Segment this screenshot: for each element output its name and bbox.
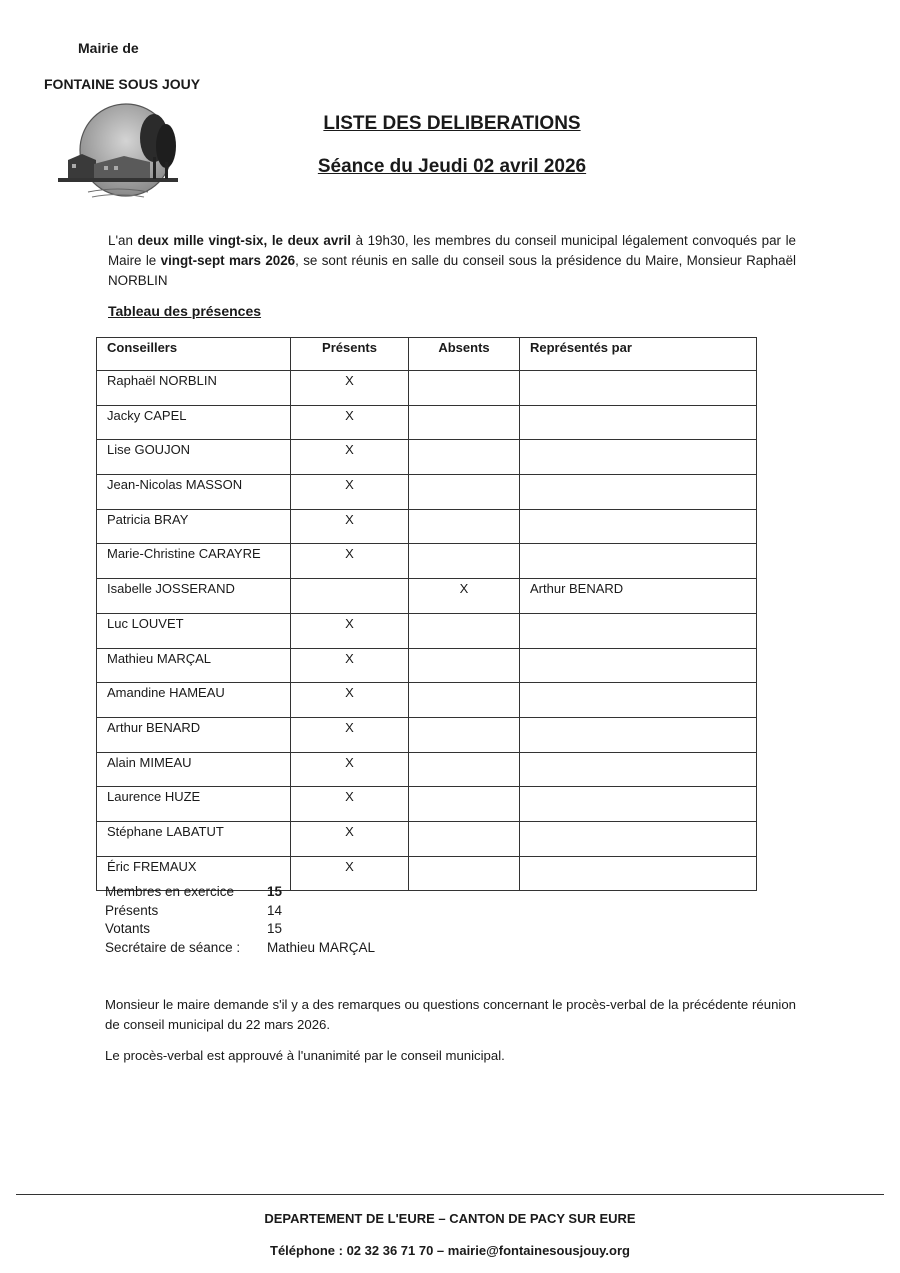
councillor-name-cell: Éric FREMAUX [97,856,291,891]
secretary-label: Secrétaire de séance : [105,939,241,955]
table-row [97,475,757,510]
present-cell: X [291,752,409,787]
councillor-name-cell: Marie-Christine CARAYRE [97,544,291,579]
represented-by-cell [520,440,757,475]
present-cell: X [291,821,409,856]
commune-logo-icon [54,102,182,202]
header-present: Présents [291,338,409,371]
table-row [97,821,757,856]
absent-cell [409,821,520,856]
present-cell: X [291,787,409,822]
absent-cell [409,371,520,406]
intro-text-2: à 19h30, les membres du conseil municipal légalement convoqués par le Maire le [108,233,797,268]
table-row [97,371,757,406]
represented-by-cell [520,405,757,440]
attendance-summary [105,883,375,957]
represented-by-cell [520,544,757,579]
header-absent: Absents [409,338,520,371]
present-cell: X [291,475,409,510]
absent-cell [409,648,520,683]
table-row [97,717,757,752]
session-date-title: Séance du Jeudi 02 avril 2026 [317,156,587,177]
mairie-label: Mairie de [78,40,139,56]
absent-cell [409,509,520,544]
voters-value: 15 [267,921,283,936]
present-cell: X [291,509,409,544]
represented-by-cell [520,787,757,822]
absent-cell [409,544,520,579]
table-row [97,683,757,718]
councillor-name-cell: Lise GOUJON [97,440,291,475]
councillor-name-cell: Alain MIMEAU [97,752,291,787]
present-label: Présents [105,902,159,918]
absent-cell [409,717,520,752]
represented-by-cell [520,821,757,856]
commune-logo [54,102,182,202]
present-cell: X [291,648,409,683]
footer-divider [16,1194,884,1195]
represented-by-cell [520,613,757,648]
present-cell: X [291,440,409,475]
councillor-name-cell: Jacky CAPEL [97,405,291,440]
councillor-name-cell: Luc LOUVET [97,613,291,648]
table-row [97,613,757,648]
present-cell [291,579,409,614]
present-cell: X [291,405,409,440]
minutes-approval-paragraph: Le procès-verbal est approuvé à l'unanimité par le conseil municipal. [105,1048,505,1063]
present-cell: X [291,717,409,752]
absent-cell [409,787,520,822]
present-cell: X [291,613,409,648]
table-row [97,579,757,614]
councillor-name-cell: Arthur BENARD [97,717,291,752]
present-cell: X [291,683,409,718]
absent-cell [409,856,520,891]
absent-cell [409,475,520,510]
commune-name: FONTAINE SOUS JOUY [44,76,201,92]
councillor-name-cell: Laurence HUZE [97,787,291,822]
footer-department: DEPARTEMENT DE L'EURE – CANTON DE PACY SUR EURE [264,1211,636,1226]
present-value: 14 [267,902,283,918]
intro-convocation-date: vingt-sept mars 2026 [160,253,296,268]
table-row [97,752,757,787]
present-cell: X [291,856,409,891]
table-row [97,544,757,579]
footer-contact: Téléphone : 02 32 36 71 70 – mairie@fontainesousjouy.org [270,1243,630,1258]
document-title: LISTE DES DELIBERATIONS [323,113,581,134]
table-row [97,440,757,475]
table-row [97,509,757,544]
represented-by-cell [520,648,757,683]
intro-paragraph [108,231,796,291]
intro-text-1: L'an [108,233,138,248]
table-row [97,648,757,683]
absent-cell [409,613,520,648]
table-row [97,405,757,440]
members-value: 15 [267,884,283,899]
councillor-name-cell: Patricia BRAY [97,509,291,544]
presence-table-heading: Tableau des présences [108,303,262,319]
minutes-question-paragraph: Monsieur le maire demande s'il y a des remarques ou questions concernant le procès-verbal de la précédente réunion de conseil municipal du 22 mars 2026. [105,997,796,1032]
councillor-name-cell: Stéphane LABATUT [97,821,291,856]
secretary-value: Mathieu MARÇAL [267,939,376,955]
councillor-name-cell: Amandine HAMEAU [97,683,291,718]
represented-by-cell: Arthur BENARD [520,579,757,614]
absent-cell [409,405,520,440]
councillor-name-cell: Isabelle JOSSERAND [97,579,291,614]
represented-by-cell [520,371,757,406]
presence-table [96,337,757,891]
represented-by-cell [520,752,757,787]
header-councillors: Conseillers [97,338,291,371]
represented-by-cell [520,683,757,718]
absent-cell [409,752,520,787]
absent-cell: X [409,579,520,614]
present-cell: X [291,371,409,406]
represented-by-cell [520,475,757,510]
intro-text-3: , se sont réunis en salle du conseil sous la présidence du Maire, Monsieur Raphaël NORBLIN [108,253,796,288]
presence-table-header-row [97,338,757,371]
header-represented-by: Représentés par [520,338,757,371]
represented-by-cell [520,509,757,544]
represented-by-cell [520,856,757,891]
councillor-name-cell: Mathieu MARÇAL [97,648,291,683]
voters-label: Votants [105,921,151,936]
present-cell: X [291,544,409,579]
councillor-name-cell: Jean-Nicolas MASSON [97,475,291,510]
absent-cell [409,683,520,718]
intro-date-words: deux mille vingt-six, le deux avril [137,233,351,248]
table-row [97,787,757,822]
represented-by-cell [520,717,757,752]
absent-cell [409,440,520,475]
councillor-name-cell: Raphaël NORBLIN [97,371,291,406]
members-label: Membres en exercice [105,884,235,899]
